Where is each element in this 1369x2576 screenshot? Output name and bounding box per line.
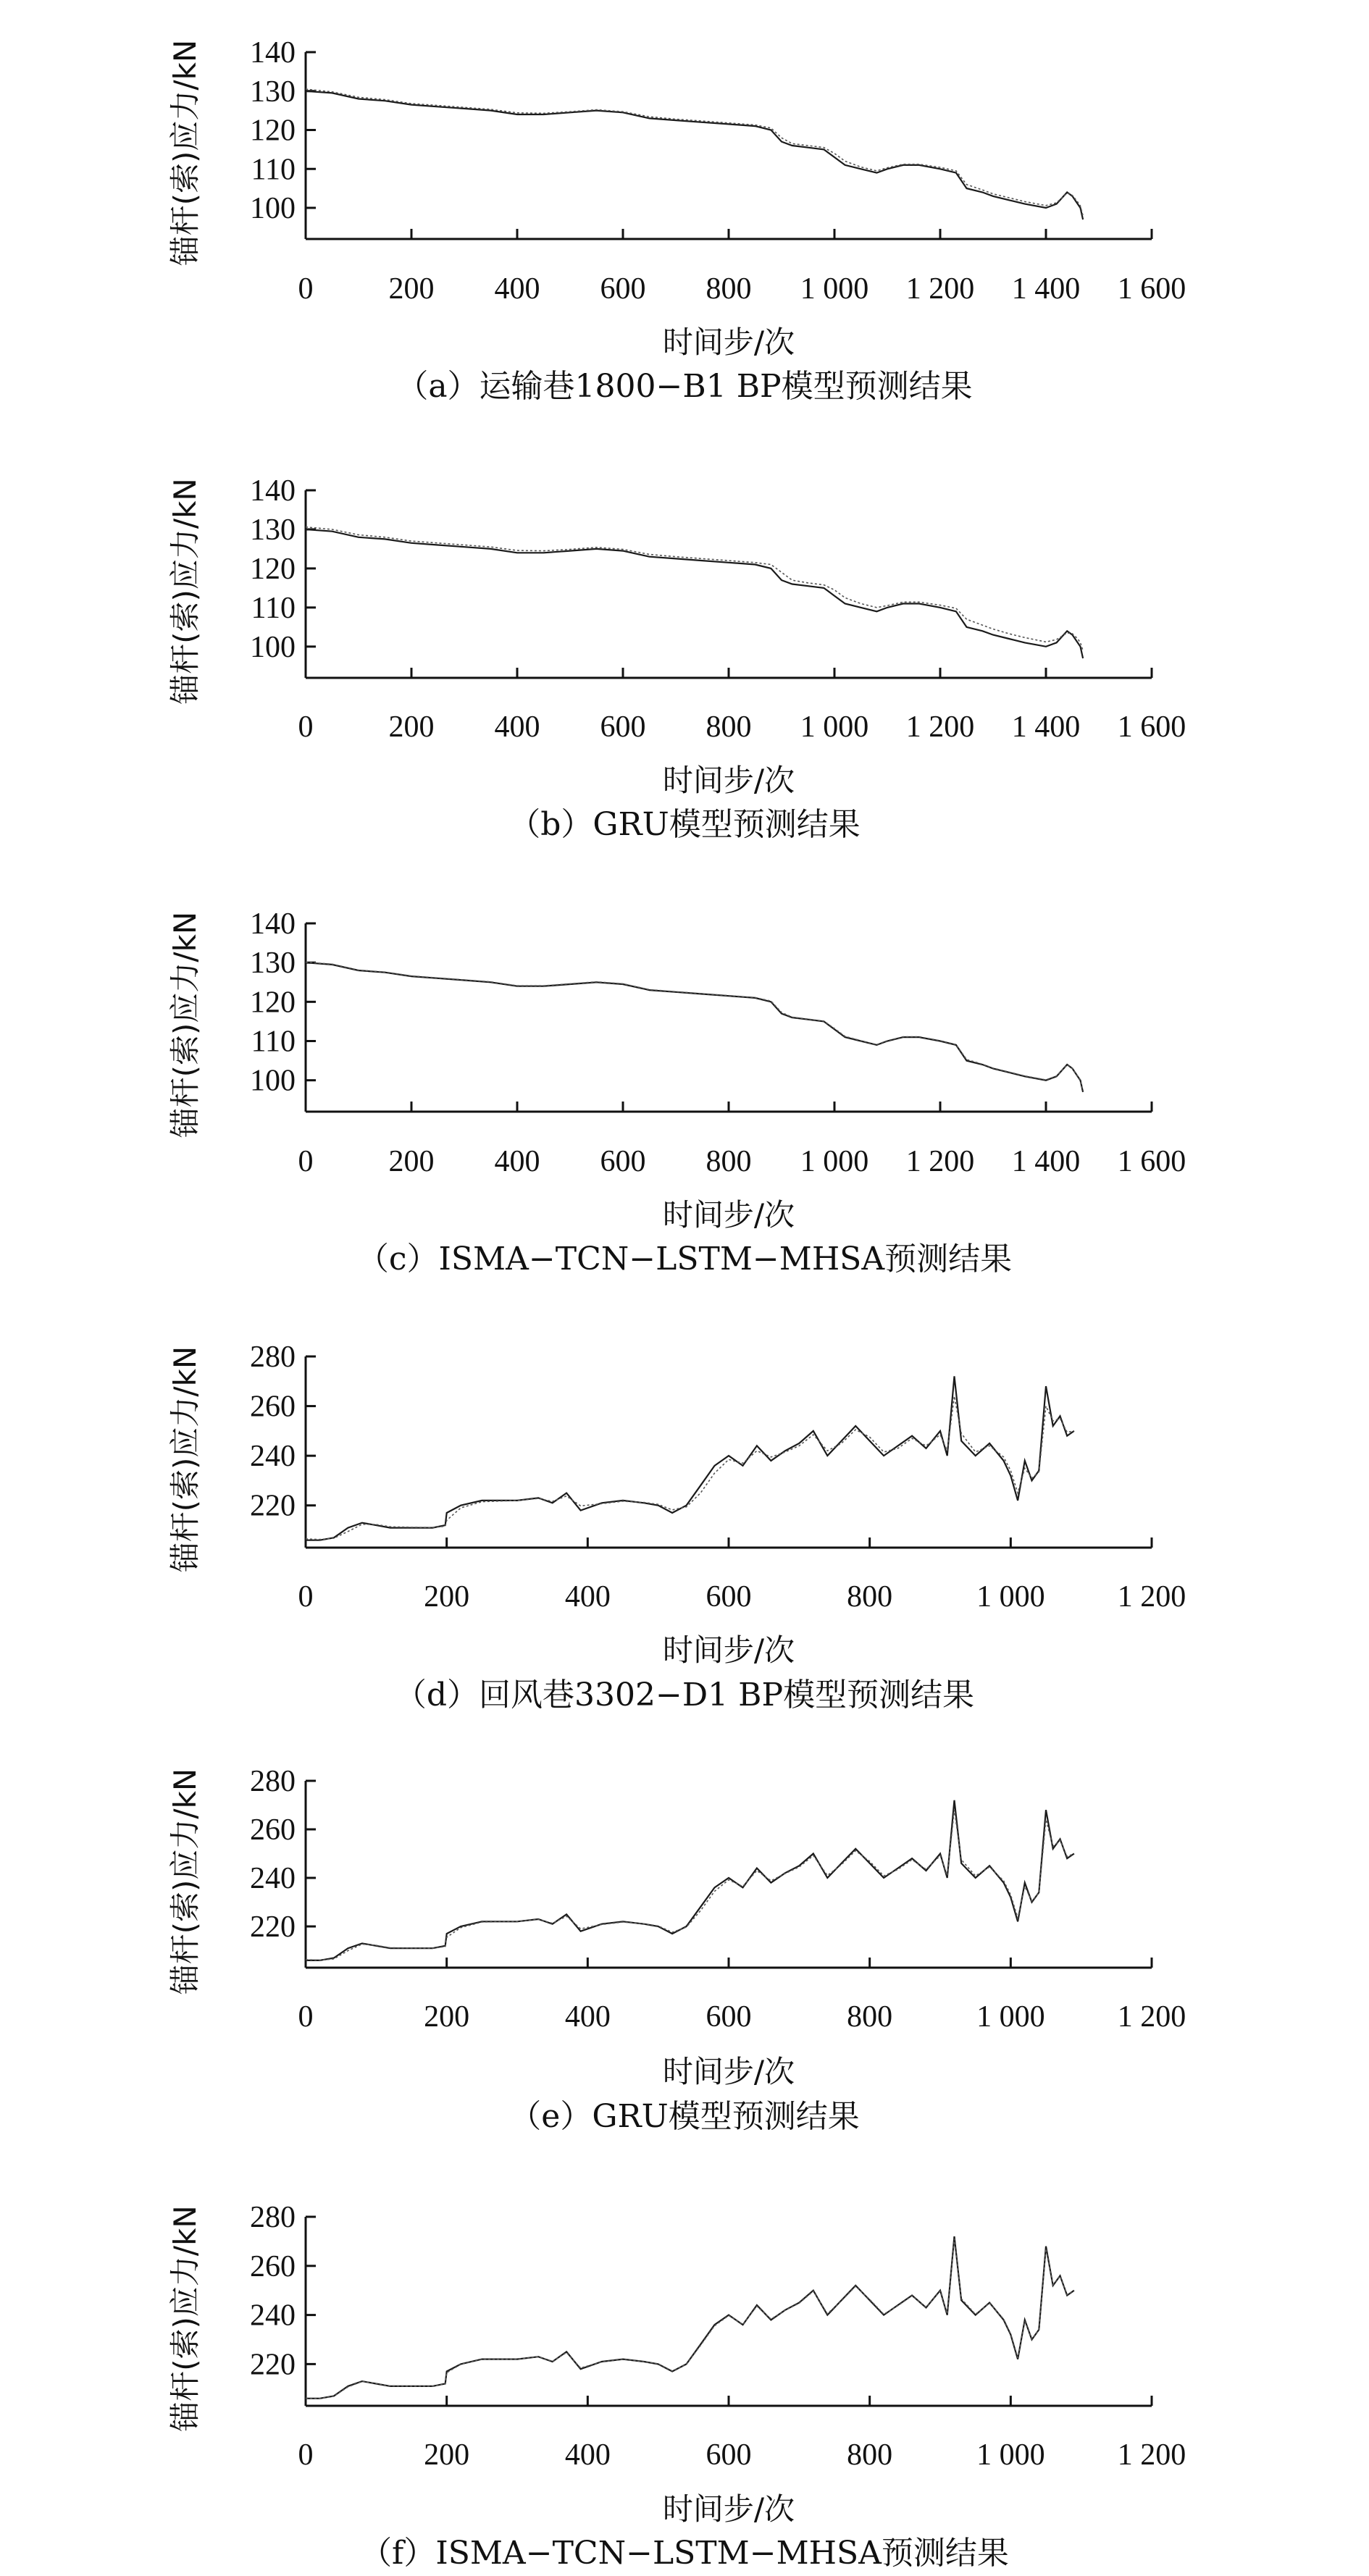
x-tick-label: 1 000: [976, 1580, 1045, 1614]
x-tick-label: 600: [600, 710, 646, 744]
y-tick-label: 100: [250, 192, 296, 225]
x-tick-label: 1 000: [800, 1145, 869, 1178]
x-tick-label: 800: [847, 2438, 893, 2472]
x-tick-label: 1 000: [976, 2438, 1045, 2472]
y-tick-label: 130: [250, 75, 296, 109]
y-tick-label: 110: [251, 153, 296, 187]
chart-panel-c: [167, 907, 1186, 1277]
x-tick-label: 0: [298, 2000, 314, 2034]
series-line-predicted: [306, 1810, 1074, 1960]
y-tick-label: 240: [250, 1440, 296, 1474]
x-tick-label: 1 200: [905, 272, 975, 306]
y-axis-label: 锚杆(索)应力/kN: [167, 1768, 203, 1995]
x-tick-label: 400: [494, 1145, 540, 1178]
x-tick-label: 800: [706, 710, 752, 744]
y-tick-label: 140: [250, 36, 296, 70]
x-tick-label: 800: [847, 1580, 893, 1614]
x-tick-label: 0: [298, 1145, 314, 1178]
x-tick-label: 1 000: [976, 2000, 1045, 2034]
x-axis-label: 时间步/次: [662, 763, 795, 798]
y-tick-label: 280: [250, 1341, 296, 1374]
x-axis-label: 时间步/次: [662, 1632, 795, 1668]
x-axis-label: 时间步/次: [662, 324, 795, 360]
y-tick-label: 280: [250, 2201, 296, 2234]
y-tick-label: 110: [251, 1025, 296, 1059]
x-tick-label: 1 200: [1117, 2000, 1186, 2034]
x-tick-label: 0: [298, 2438, 314, 2472]
x-tick-label: 600: [706, 2438, 752, 2472]
x-tick-label: 400: [564, 2000, 611, 2034]
y-tick-label: 100: [250, 1064, 296, 1098]
x-tick-label: 600: [706, 2000, 752, 2034]
chart-caption: （b）GRU模型预测结果: [508, 806, 861, 843]
x-tick-label: 1 000: [800, 272, 869, 306]
y-tick-label: 280: [250, 1765, 296, 1798]
chart-caption: （c）ISMA−TCN−LSTM−MHSA预测结果: [356, 1241, 1013, 1277]
chart-caption: （d）回风巷3302−D1 BP模型预测结果: [394, 1677, 975, 1713]
series-line-predicted: [306, 2239, 1074, 2399]
series-line-measured: [306, 91, 1083, 219]
x-tick-label: 1 200: [1117, 2438, 1186, 2472]
y-tick-label: 100: [250, 630, 296, 664]
x-tick-label: 1 000: [800, 710, 869, 744]
chart-caption: （f）ISMA−TCN−LSTM−MHSA预测结果: [360, 2535, 1009, 2572]
series-line-measured: [306, 2236, 1074, 2399]
x-tick-label: 1 200: [1117, 1580, 1186, 1614]
y-tick-label: 240: [250, 2299, 296, 2333]
y-tick-label: 220: [250, 1489, 296, 1523]
y-tick-label: 240: [250, 1862, 296, 1896]
x-tick-label: 400: [494, 710, 540, 744]
x-tick-label: 800: [706, 272, 752, 306]
y-axis-label: 锚杆(索)应力/kN: [167, 2205, 203, 2432]
x-tick-label: 0: [298, 272, 314, 306]
chart-panel-e: [167, 1765, 1186, 2135]
x-tick-label: 1 600: [1117, 272, 1186, 306]
series-line-predicted: [306, 89, 1083, 216]
x-tick-label: 600: [600, 1145, 646, 1178]
chart-caption: （e）GRU模型预测结果: [509, 2098, 860, 2135]
x-axis-label: 时间步/次: [662, 2054, 795, 2089]
x-tick-label: 600: [706, 1580, 752, 1614]
y-axis-label: 锚杆(索)应力/kN: [167, 911, 203, 1138]
y-tick-label: 130: [250, 513, 296, 547]
series-line-predicted: [306, 962, 1083, 1091]
x-tick-label: 200: [388, 710, 435, 744]
x-tick-label: 400: [564, 2438, 611, 2472]
y-tick-label: 120: [250, 986, 296, 1020]
series-line-predicted: [306, 527, 1083, 651]
y-tick-label: 140: [250, 907, 296, 941]
y-axis-label: 锚杆(索)应力/kN: [167, 478, 203, 705]
x-axis-label: 时间步/次: [662, 1197, 795, 1233]
y-tick-label: 130: [250, 947, 296, 981]
y-tick-label: 120: [250, 114, 296, 148]
chart-panel-f: [167, 2201, 1186, 2572]
x-tick-label: 200: [424, 2000, 470, 2034]
chart-caption: （a）运输巷1800−B1 BP模型预测结果: [396, 368, 973, 405]
y-tick-label: 260: [250, 1813, 296, 1847]
series-line-measured: [306, 529, 1083, 658]
x-tick-label: 800: [706, 1145, 752, 1178]
x-tick-label: 600: [600, 272, 646, 306]
x-tick-label: 200: [424, 2438, 470, 2472]
x-tick-label: 1 200: [905, 710, 975, 744]
x-tick-label: 0: [298, 710, 314, 744]
x-tick-label: 1 400: [1011, 1145, 1081, 1178]
chart-panel-d: [167, 1341, 1186, 1713]
y-tick-label: 220: [250, 2348, 296, 2382]
chart-panel-b: [167, 474, 1186, 843]
x-tick-label: 800: [847, 2000, 893, 2034]
x-tick-label: 1 200: [905, 1145, 975, 1178]
chart-panel-a: [167, 36, 1186, 405]
x-tick-label: 400: [564, 1580, 611, 1614]
x-tick-label: 1 400: [1011, 710, 1081, 744]
y-tick-label: 220: [250, 1910, 296, 1944]
x-tick-label: 200: [388, 272, 435, 306]
series-line-measured: [306, 962, 1083, 1092]
y-tick-label: 120: [250, 552, 296, 586]
x-tick-label: 200: [388, 1145, 435, 1178]
x-tick-label: 200: [424, 1580, 470, 1614]
series-line-measured: [306, 1376, 1074, 1540]
x-tick-label: 400: [494, 272, 540, 306]
x-axis-label: 时间步/次: [662, 2491, 795, 2527]
x-tick-label: 1 400: [1011, 272, 1081, 306]
y-axis-label: 锚杆(索)应力/kN: [167, 1346, 203, 1573]
y-tick-label: 260: [250, 2249, 296, 2283]
y-tick-label: 110: [251, 591, 296, 625]
x-tick-label: 1 600: [1117, 1145, 1186, 1178]
series-line-measured: [306, 1800, 1074, 1960]
y-axis-label: 锚杆(索)应力/kN: [167, 39, 203, 267]
y-tick-label: 260: [250, 1390, 296, 1424]
x-tick-label: 0: [298, 1580, 314, 1614]
y-tick-label: 140: [250, 474, 296, 508]
x-tick-label: 1 600: [1117, 710, 1186, 744]
